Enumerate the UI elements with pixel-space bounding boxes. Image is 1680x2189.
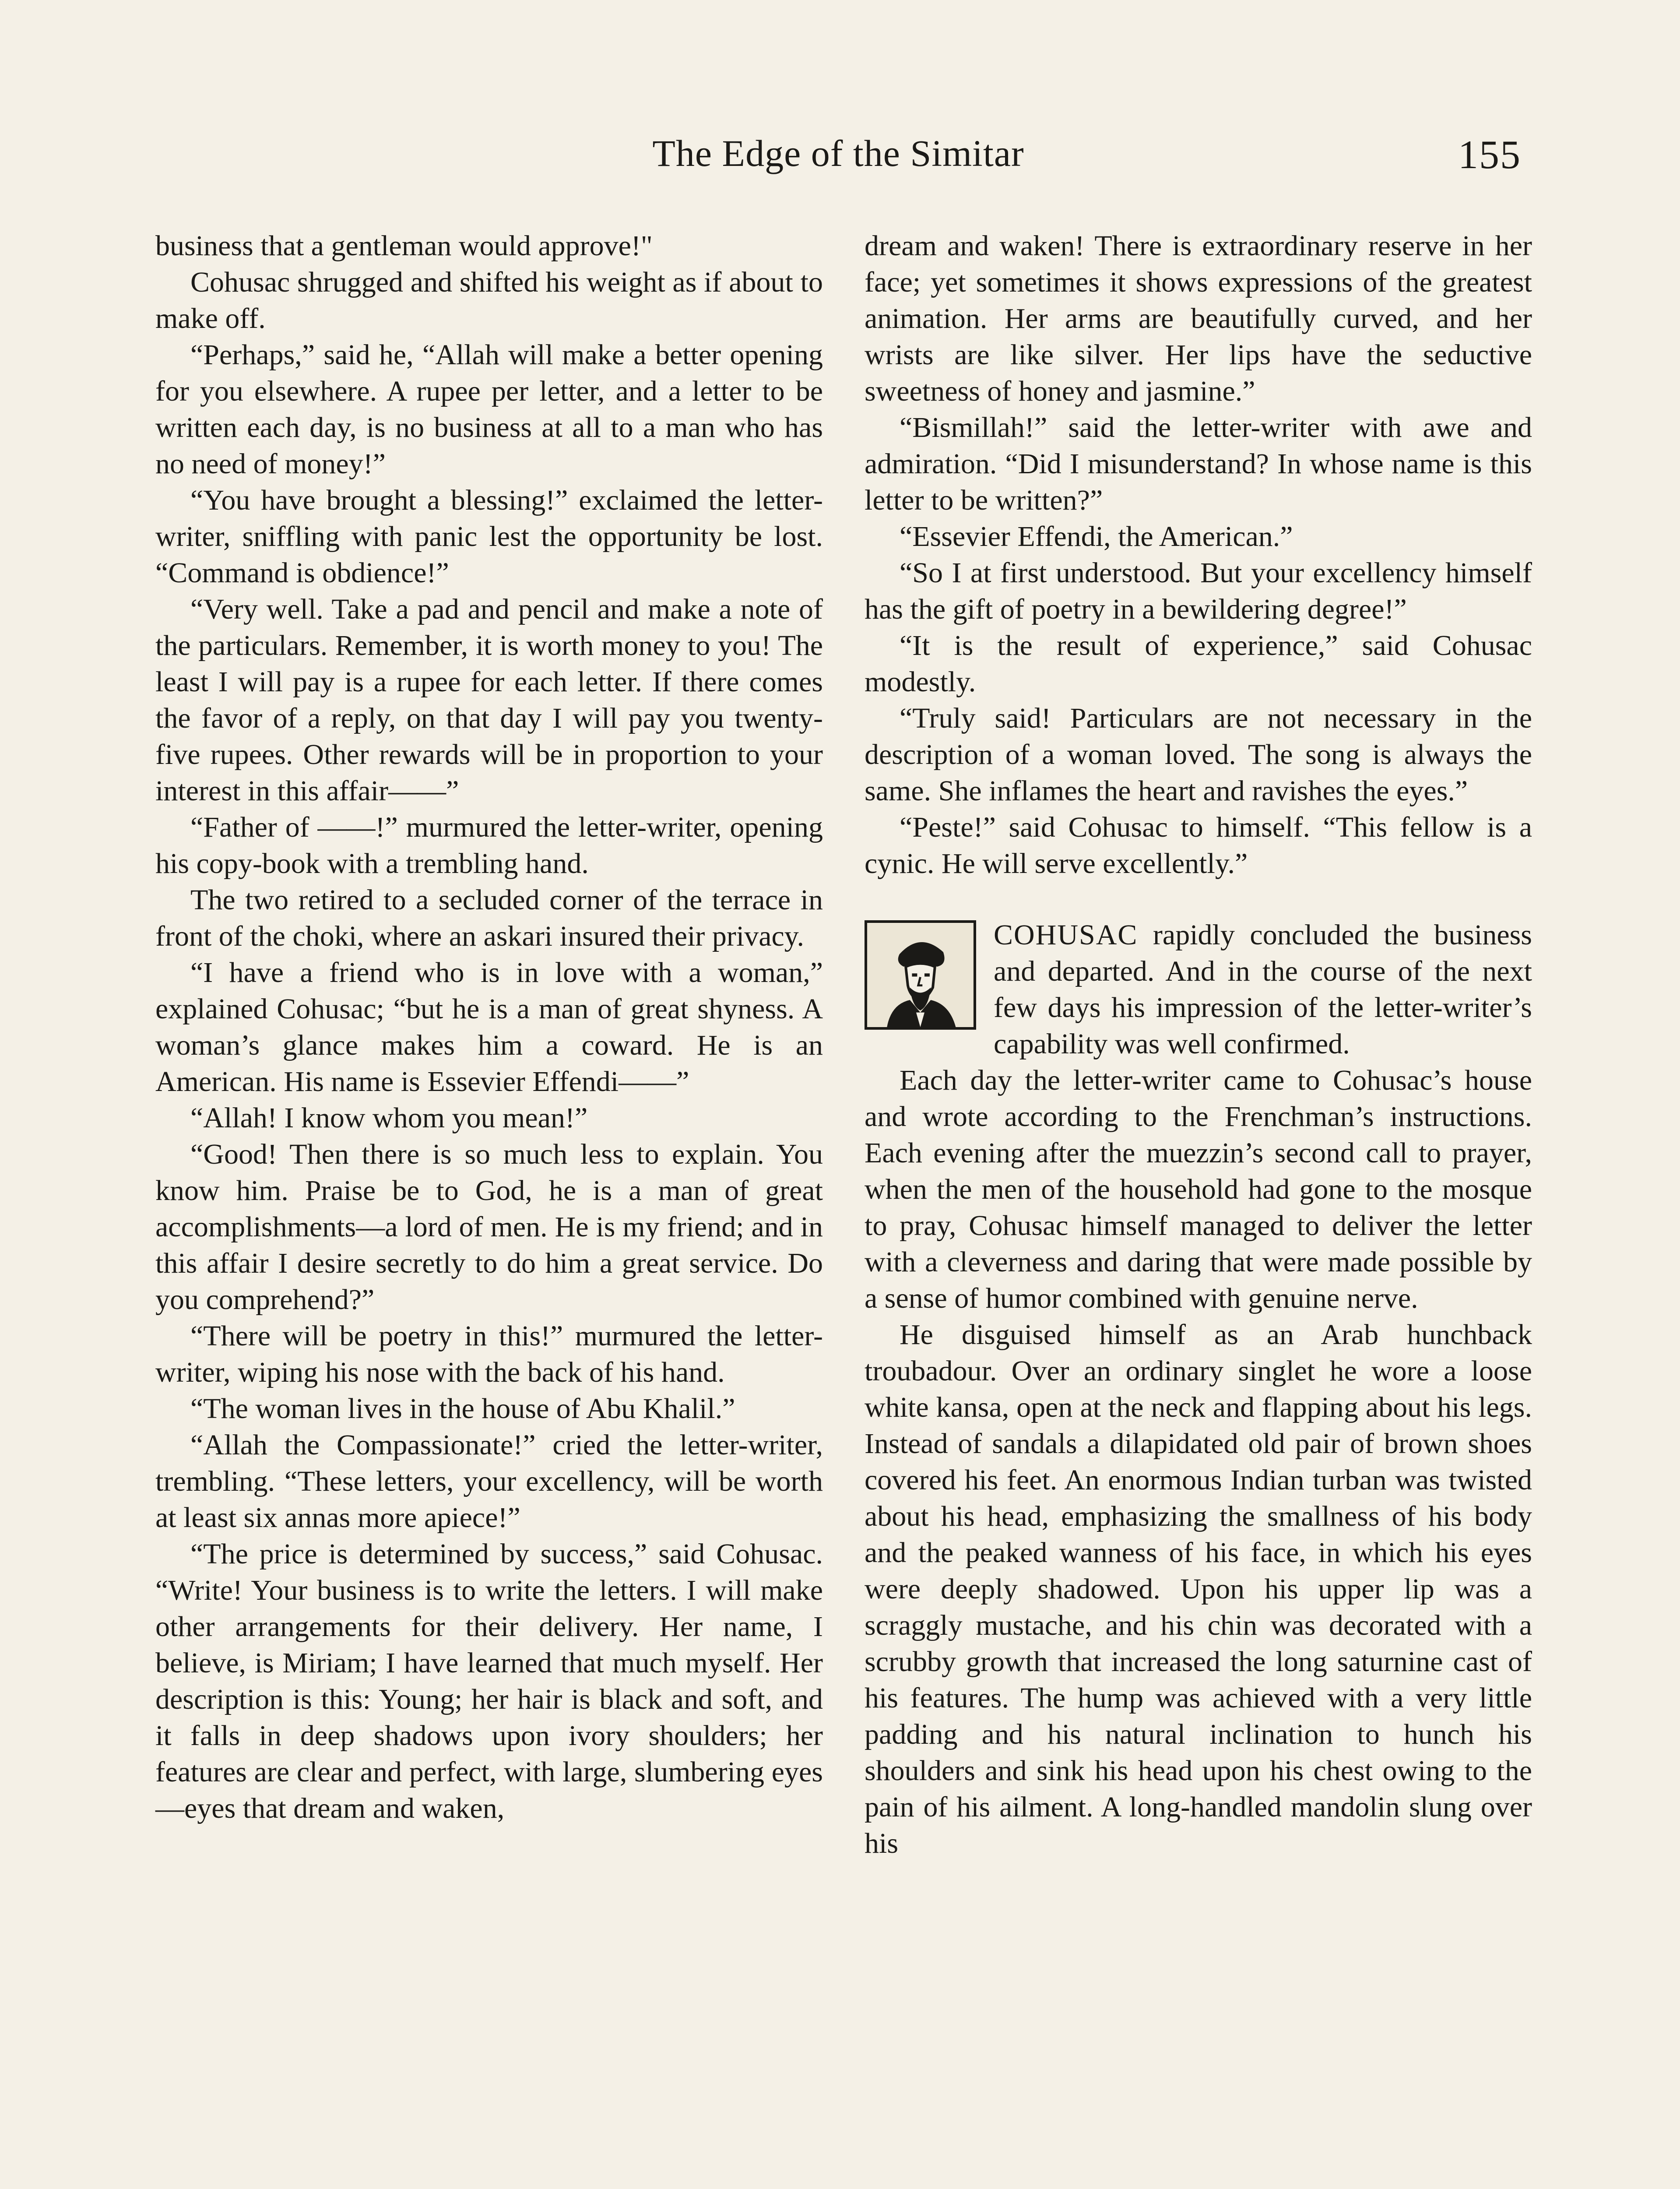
paragraph: “So I at first understood. But your excellency himself has the gift of poetry in a bewildering degree!” — [865, 557, 1532, 625]
paragraph: “Bismillah!” said the letter-writer with awe and admiration. “Did I misunderstand? In whose name is this letter to be written?” — [865, 412, 1532, 516]
section-lead-text: rapidly concluded the business and departed. And in the course of the next few days his impression of the letter-writer’s capability was well confirmed. — [994, 919, 1532, 1060]
running-title: The Edge of the Simitar — [652, 132, 1024, 174]
right-column — [865, 228, 1532, 1862]
paragraph: “Truly said! Particulars are not necessary in the description of a woman loved. The song is always the same. She inflames the heart and ravishes the eyes.” — [865, 702, 1532, 807]
paragraph: “It is the result of experience,” said Cohusac modestly. — [865, 630, 1532, 698]
paragraph: “You have brought a blessing!” exclaimed the letter-writer, sniffling with panic lest the opportunity be lost. “Command is obdience!” — [155, 484, 823, 589]
paragraph: “Peste!” said Cohusac to himself. “This fellow is a cynic. He will serve excellently.” — [865, 811, 1532, 880]
paragraph: “Very well. Take a pad and pencil and make a note of the particulars. Remember, it is worth money to you! The least I will pay is a rupee for each letter. If there comes the favor of a reply, on that day I will pay you twenty-five rupees. Other rewards will be in proportion to your interest in this affair——” — [155, 593, 823, 807]
paragraph: Cohusac shrugged and shifted his weight as if about to make off. — [155, 266, 823, 334]
section-opening-paragraph — [865, 917, 1532, 1062]
paragraph: “The woman lives in the house of Abu Khalil.” — [190, 1393, 735, 1425]
paragraph: business that a gentleman would approve!" — [155, 230, 653, 262]
page-number: 155 — [1458, 132, 1521, 177]
paragraph: “Perhaps,” said he, “Allah will make a better opening for you elsewhere. A rupee per letter, and a letter to be written each day, is no business at all to a man who has no need of money!” — [155, 339, 823, 480]
paragraph: “Allah! I know whom you mean!” — [190, 1102, 588, 1134]
paragraph: The two retired to a secluded corner of the terrace in front of the choki, where an askari insured their privacy. — [155, 884, 823, 952]
paragraph: “Essevier Effendi, the American.” — [900, 521, 1293, 553]
paragraph: “Good! Then there is so much less to explain. You know him. Praise be to God, he is a man of great accomplishments—a lord of men. He is my friend; and in this affair I desire secretly to do him a great service. Do you comprehend?” — [155, 1138, 823, 1316]
page-header — [155, 131, 1521, 188]
paragraph: He disguised himself as an Arab hunchback troubadour. Over an ordinary singlet he wore a loose white kansa, open at the neck and flapping about his legs. Instead of sandals a dilapidated old pair of brown shoes covered his feet. An enormous Indian turban was twisted about his head, emphasizing the smallness of his body and the peaked wanness of his face, in which his eyes were deeply shadowed. Upon his upper lip was a scraggly mustache, and his chin was decorated with a scrubby growth that increased the long saturnine cast of his features. The hump was achieved with a very little padding and his natural inclination to hunch his shoulders and sink his head upon his chest owing to the pain of his ailment. A long-handled mandolin slung over his — [865, 1319, 1532, 1859]
paragraph: Each day the letter-writer came to Cohusac’s house and wrote according to the Frenchman’s instructions. Each evening after the muezzin’s second call to prayer, when the men of the household had gone to the mosque to pray, Cohusac himself managed to deliver the letter with a cleverness and daring that were made possible by a sense of humor combined with genuine nerve. — [865, 1064, 1532, 1314]
paragraph: “There will be poetry in this!” murmured the letter-writer, wiping his nose with the back of his hand. — [155, 1320, 823, 1388]
turbaned-man-portrait-icon — [865, 920, 976, 1030]
section-lead-word: COHUSAC — [994, 919, 1138, 951]
paragraph: “I have a friend who is in love with a woman,” explained Cohusac; “but he is a man of great shyness. A woman’s glance makes him a coward. He is an American. His name is Essevier Effendi——” — [155, 957, 823, 1098]
paragraph: “Allah the Compassionate!” cried the letter-writer, trembling. “These letters, your excellency, will be worth at least six annas more apiece!” — [155, 1429, 823, 1534]
paragraph: “The price is determined by success,” said Cohusac. “Write! Your business is to write the letters. I will make other arrangements for their delivery. Her name, I believe, is Miriam; I have learned that much myself. Her description is this: Young; her hair is black and soft, and it falls in deep shadows upon ivory shoulders; her features are clear and perfect, with large, slumbering eyes—eyes that dream and waken, — [155, 1538, 823, 1824]
left-column — [155, 228, 823, 1827]
paragraph: “Father of ——!” murmured the letter-writer, opening his copy-book with a trembling hand. — [155, 811, 823, 880]
paragraph: dream and waken! There is extraordinary reserve in her face; yet sometimes it shows expressions of the greatest animation. Her arms are beautifully curved, and her wrists are like silver. Her lips have the seductive sweetness of honey and jasmine.” — [865, 230, 1532, 407]
